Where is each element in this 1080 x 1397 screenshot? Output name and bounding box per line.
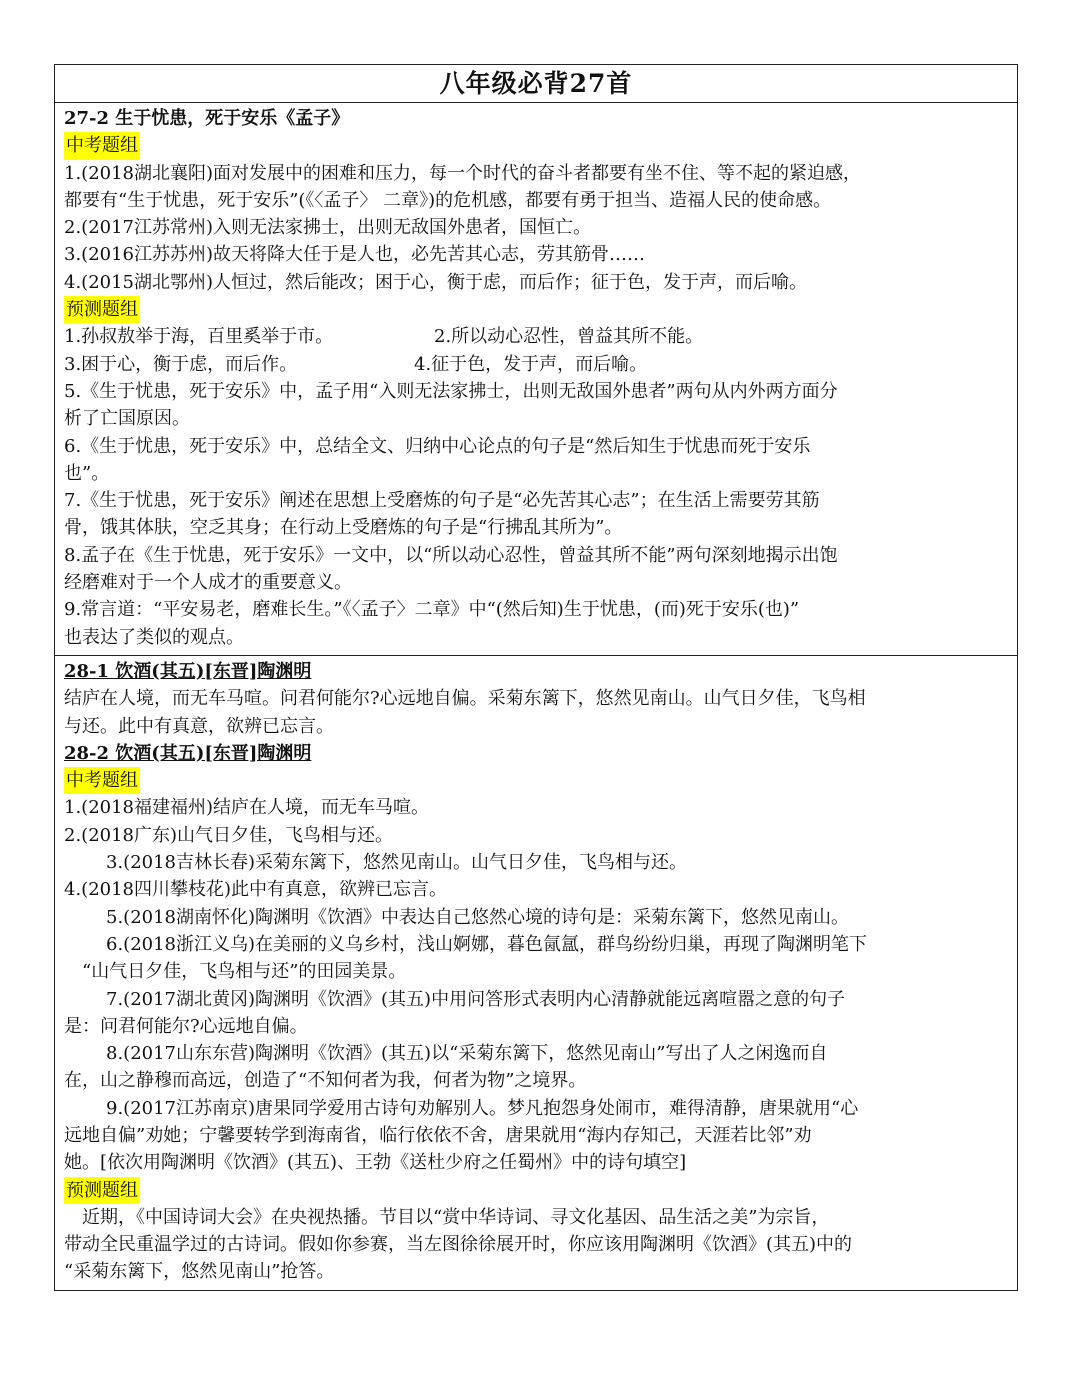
exam-group-tag: 中考题组 bbox=[64, 132, 140, 159]
list-item: 2.所以动心忍性，曾益其所不能。 bbox=[434, 326, 704, 348]
list-item: 4.征于色，发于声，而后喻。 bbox=[414, 353, 648, 375]
poem-line: 与还。此中有真意，欲辨已忘言。 bbox=[64, 715, 334, 737]
list-item: 8.(2017山东东营)陶渊明《饮酒》(其五)以“采菊东篱下，悠然见南山”写出了人之闲逸而自 bbox=[106, 1043, 828, 1065]
list-item: 5.《生于忧患，死于安乐》中，孟子用“入则无法家拂士，出则无敌国外患者”两句从内外两方面分 bbox=[64, 380, 838, 402]
list-item: 远地自偏”劝她；宁馨要转学到海南省，临行依依不舍，唐果就用“海内存知己，天涯若比邻”劝 bbox=[64, 1124, 812, 1146]
document-table bbox=[54, 64, 1018, 1291]
list-item-pair bbox=[64, 323, 1008, 350]
list-item: 5.(2018湖南怀化)陶渊明《饮酒》中表达自己悠然心境的诗句是：采菊东篱下，悠然见南山。 bbox=[106, 906, 850, 928]
list-item: 2.(2018广东)山气日夕佳，飞鸟相与还。 bbox=[64, 824, 394, 846]
list-item: 1.(2018湖北襄阳)面对发展中的困难和压力，每一个时代的奋斗者都要有坐不住、等不起的紧迫感， bbox=[64, 162, 862, 184]
list-item: 骨，饿其体肤，空乏其身；在行动上受磨炼的句子是“行拂乱其所为”。 bbox=[64, 517, 623, 539]
list-item: 3.(2018吉林长春)采菊东篱下，悠然见南山。山气日夕佳，飞鸟相与还。 bbox=[106, 852, 688, 874]
list-item: 9.(2017江苏南京)唐果同学爱用古诗句劝解别人。梦凡抱怨身处闹市，难得清静，唐果就用“心 bbox=[106, 1097, 859, 1119]
list-item: 2.(2017江苏常州)入则无法家拂士，出则无敌国外患者，国恒亡。 bbox=[64, 217, 592, 239]
poem-line: 结庐在人境，而无车马喧。问君何能尔?心远地自偏。采菊东篱下，悠然见南山。山气日夕佳，飞鸟相 bbox=[64, 688, 866, 710]
list-item: 4.(2018四川攀枝花)此中有真意，欲辨已忘言。 bbox=[64, 879, 448, 901]
list-item: 析了亡国原因。 bbox=[64, 408, 190, 430]
prediction-group-tag: 预测题组 bbox=[64, 296, 140, 323]
list-item: 是：问君何能尔?心远地自偏。 bbox=[64, 1015, 308, 1037]
section-mencius bbox=[55, 103, 1017, 655]
list-item: 4.(2015湖北鄂州)人恒过，然后能改；困于心，衡于虑，而后作；征于色，发于声，而后喻。 bbox=[64, 271, 808, 293]
page-title: 八年级必背27首 bbox=[55, 65, 1017, 103]
list-item: 也表达了类似的观点。 bbox=[64, 626, 244, 648]
list-item: “山气日夕佳，飞鸟相与还”的田园美景。 bbox=[82, 961, 407, 983]
section-drinking-wine bbox=[55, 655, 1017, 1290]
prediction-group-tag: 预测题组 bbox=[64, 1177, 140, 1204]
section-heading: 28-1 饮酒(其五)[东晋]陶渊明 bbox=[64, 660, 312, 682]
list-item: 在，山之静穆而高远，创造了“不知何者为我，何者为物”之境界。 bbox=[64, 1070, 587, 1092]
list-item: 7.《生于忧患，死于安乐》阐述在思想上受磨炼的句子是“必先苦其心志”；在生活上需要劳其筋 bbox=[64, 490, 820, 512]
list-item: 经磨难对于一个人成才的重要意义。 bbox=[64, 572, 352, 594]
list-item: 1.孙叔敖举于海，百里奚举于市。 bbox=[64, 326, 334, 348]
list-item: 带动全民重温学过的古诗词。假如你参赛，当左图徐徐展开时，你应该用陶渊明《饮酒》(其五)中的 bbox=[64, 1234, 853, 1256]
list-item: 也”。 bbox=[64, 462, 110, 484]
list-item: “采菊东篱下，悠然见南山”抢答。 bbox=[64, 1261, 335, 1283]
list-item: 1.(2018福建福州)结庐在人境，而无车马喧。 bbox=[64, 797, 430, 819]
section-heading: 27-2 生于忧患，死于安乐《孟子》 bbox=[64, 108, 350, 129]
list-item: 8.孟子在《生于忧患，死于安乐》一文中，以“所以动心忍性，曾益其所不能”两句深刻地揭示出饱 bbox=[64, 544, 838, 566]
list-item: 近期，《中国诗词大会》在央视热播。节目以“赏中华诗词、寻文化基因、品生活之美”为宗旨， bbox=[82, 1206, 830, 1228]
section-heading: 28-2 饮酒(其五)[东晋]陶渊明 bbox=[64, 742, 312, 764]
exam-group-tag: 中考题组 bbox=[64, 767, 140, 794]
list-item: 7.(2017湖北黄冈)陶渊明《饮酒》(其五)中用问答形式表明内心清静就能远离喧嚣之意的句子 bbox=[106, 988, 846, 1010]
list-item: 6.(2018浙江义乌)在美丽的义乌乡村，浅山婀娜，暮色氤氲，群鸟纷纷归巢，再现了陶渊明笔下 bbox=[106, 933, 868, 955]
list-item: 6.《生于忧患，死于安乐》中，总结全文、归纳中心论点的句子是“然后知生于忧患而死于安乐 bbox=[64, 435, 811, 457]
list-item: 3.(2016江苏苏州)故天将降大任于是人也，必先苦其心志，劳其筋骨…… bbox=[64, 244, 646, 266]
list-item: 她。[依次用陶渊明《饮酒》(其五)、王勃《送杜少府之任蜀州》中的诗句填空] bbox=[64, 1152, 687, 1174]
list-item: 9.常言道：“平安易老，磨难长生。”《〈孟子〉二章》中“(然后知)生于忧患，(而)死于安乐(也)” bbox=[64, 599, 800, 621]
list-item: 都要有“生于忧患，死于安乐”(《〈孟子〉 二章》)的危机感，都要有勇于担当、造福人民的使命感。 bbox=[64, 189, 832, 211]
list-item-pair bbox=[64, 351, 1008, 378]
list-item: 3.困于心，衡于虑，而后作。 bbox=[64, 353, 298, 375]
